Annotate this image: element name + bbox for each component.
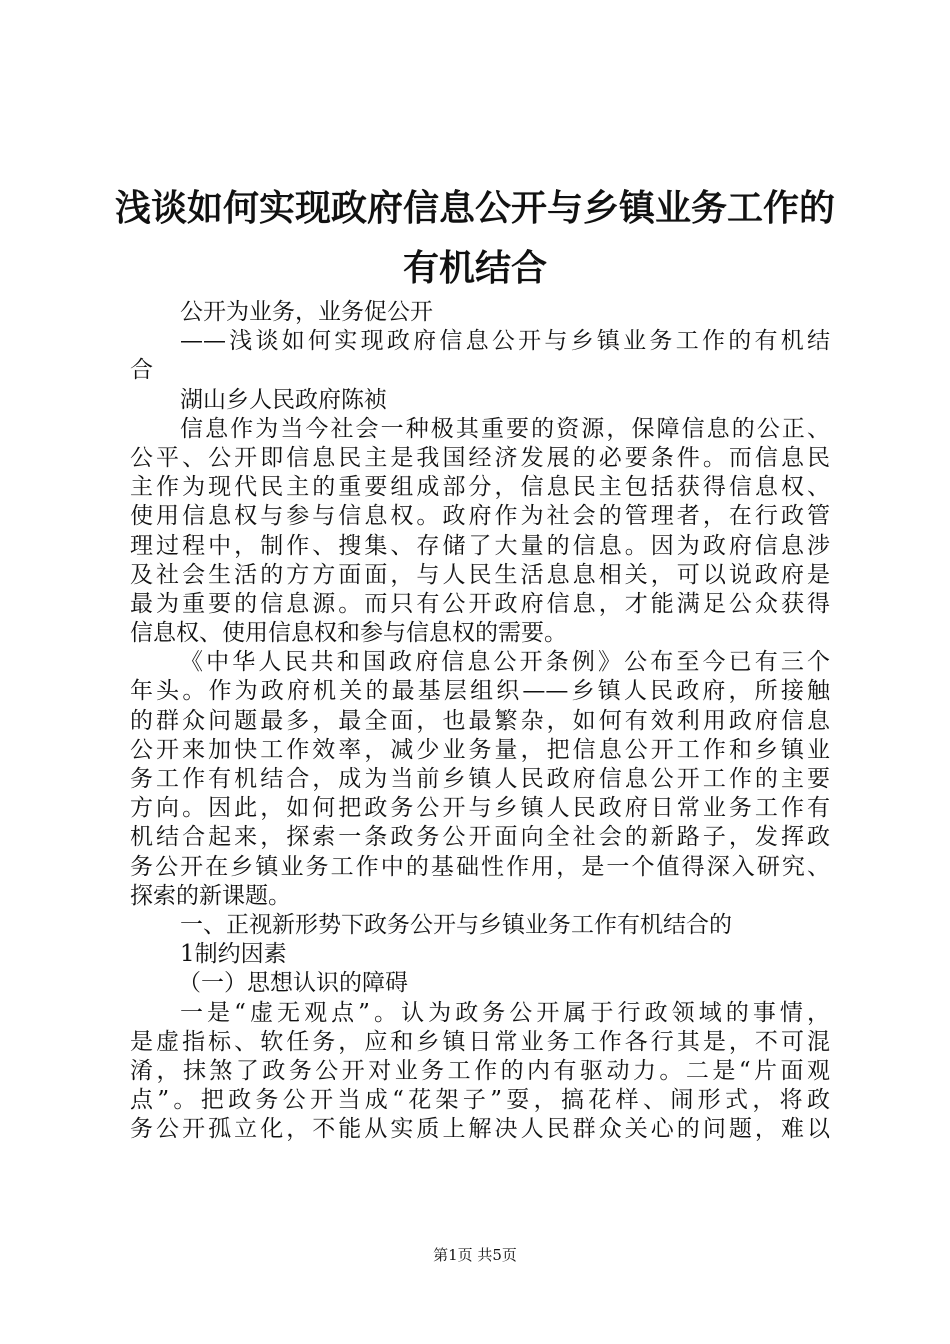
subsection-heading: （一）思想认识的障碍 xyxy=(178,970,408,997)
paragraph-line: 务公开在乡镇业务工作中的基础性作用，是一个值得深入研究、 xyxy=(130,853,830,880)
subtitle-line: 合 xyxy=(130,357,153,384)
paragraph-line: 信息作为当今社会一种极其重要的资源，保障信息的公正、 xyxy=(180,415,830,442)
paragraph-line: 公开来加快工作效率，减少业务量，把信息公开工作和乡镇业 xyxy=(130,736,830,763)
paragraph-line: 使用信息权与参与信息权。政府作为社会的管理者，在行政管 xyxy=(130,503,830,530)
paragraph-line: 务公开孤立化，不能从实质上解决人民群众关心的问题，难以 xyxy=(130,1116,830,1143)
paragraph-line: 探索的新课题。 xyxy=(130,882,291,909)
document-body xyxy=(130,298,830,1144)
document-title-line-2: 有机结合 xyxy=(402,247,547,289)
paragraph-line: 信息权、使用信息权和参与信息权的需要。 xyxy=(130,620,567,647)
paragraph-line: 及社会生活的方方面面，与人民生活息息相关，可以说政府是 xyxy=(130,561,830,588)
subtitle-line: ——浅谈如何实现政府信息公开与乡镇业务工作的有机结 xyxy=(180,328,830,355)
paragraph-line: 是虚指标、软任务，应和乡镇日常业务工作各行其是，不可混 xyxy=(130,1028,830,1055)
document-title-line-1: 浅谈如何实现政府信息公开与乡镇业务工作的 xyxy=(114,187,835,229)
paragraph-line: 机结合起来，探索一条政务公开面向全社会的新路子，发挥政 xyxy=(130,824,830,851)
paragraph-line: 点”。把政务公开当成“花架子”耍，搞花样、闹形式，将政 xyxy=(130,1087,830,1114)
paragraph-line: 务工作有机结合，成为当前乡镇人民政府信息公开工作的主要 xyxy=(130,766,830,792)
paragraph-line: 最为重要的信息源。而只有公开政府信息，才能满足公众获得 xyxy=(130,590,830,617)
author-line: 湖山乡人民政府陈祯 xyxy=(180,386,387,413)
paragraph-line: 公平、公开即信息民主是我国经济发展的必要条件。而信息民 xyxy=(130,444,830,471)
paragraph-line: 方向。因此，如何把政务公开与乡镇人民政府日常业务工作有 xyxy=(130,795,830,822)
paragraph-line: 的群众问题最多，最全面，也最繁杂，如何有效利用政府信息 xyxy=(130,707,830,734)
paragraph-line: 淆，抹煞了政务公开对业务工作的内有驱动力。二是“片面观 xyxy=(130,1057,830,1084)
paragraph-line: 年头。作为政府机关的最基层组织——乡镇人民政府，所接触 xyxy=(130,678,830,705)
section-heading: 一、正视新形势下政务公开与乡镇业务工作有机结合的 xyxy=(180,911,732,938)
subtitle-line: 公开为业务，业务促公开 xyxy=(180,299,433,325)
paragraph-line: 《中华人民共和国政府信息公开条例》公布至今已有三个 xyxy=(180,649,830,676)
paragraph-line: 理过程中，制作、搜集、存储了大量的信息。因为政府信息涉 xyxy=(130,532,830,559)
page-number-footer: 第1页 共5页 xyxy=(433,1246,517,1264)
paragraph-line: 主作为现代民主的重要组成部分，信息民主包括获得信息权、 xyxy=(130,474,830,501)
section-heading: 1制约因素 xyxy=(180,941,287,968)
paragraph-line: 一是“虚无观点”。认为政务公开属于行政领域的事情， xyxy=(180,999,830,1026)
